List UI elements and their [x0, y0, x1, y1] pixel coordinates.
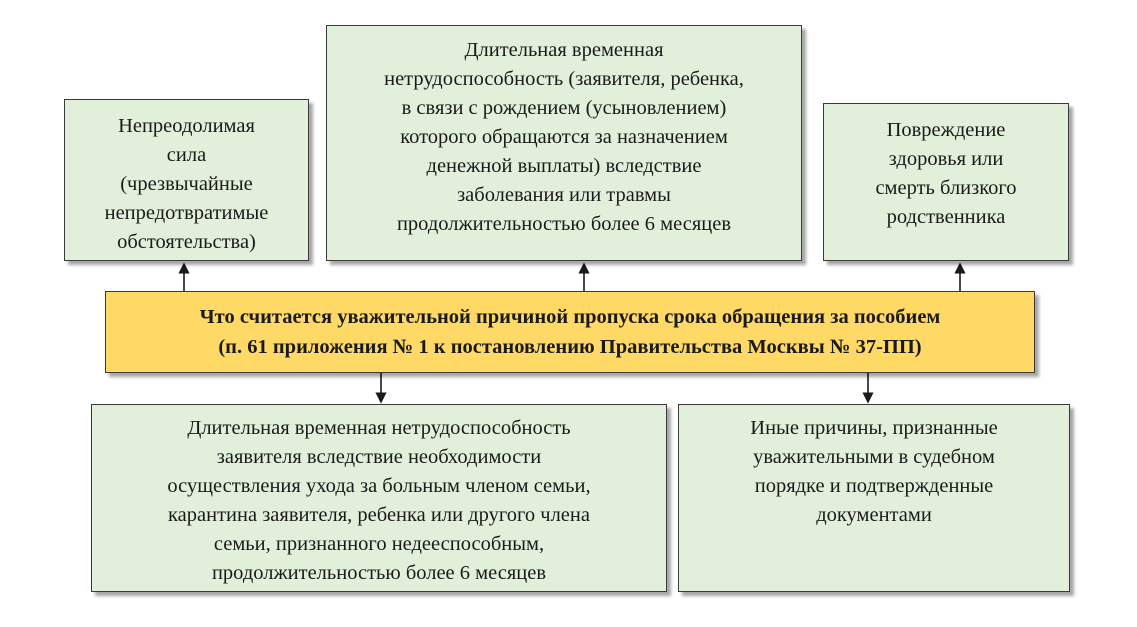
box-long-incapacity-text: Длительная временная нетрудоспособность (заявителя, ребенка, в связи с рождением (усыновлением) которого обращаются за назначением денежной выплаты) вследствие заболевания или травмы продолжительностью более 6 месяцев: [384, 39, 744, 235]
box-family-care: [91, 404, 667, 592]
center-question-text: Что считается уважительной причиной пропуска срока обращения за пособием (п. 61 приложения № 1 к постановлению Правительства Москвы № 37-ПП): [199, 306, 941, 358]
box-other-reasons: [678, 404, 1070, 592]
box-family-care-text: Длительная временная нетрудоспособность заявителя вследствие необходимости осуществления ухода за больным членом семьи, карантина заявителя, ребенка или другого члена семьи, признанного недееспособным, продолжительностью более 6 месяцев: [167, 417, 591, 584]
box-other-reasons-text: Иные причины, признанные уважительными в судебном порядке и подтвержденные документами: [750, 417, 998, 526]
box-force-majeure-text: Непреодолимая сила (чрезвычайные непредотвратимые обстоятельства): [104, 115, 269, 253]
box-long-incapacity: [326, 25, 802, 261]
center-question-box: [105, 291, 1035, 373]
box-force-majeure: [64, 99, 309, 261]
box-health-damage-text: Повреждение здоровья или смерть близкого родственника: [875, 119, 1017, 228]
box-health-damage: [823, 103, 1069, 261]
